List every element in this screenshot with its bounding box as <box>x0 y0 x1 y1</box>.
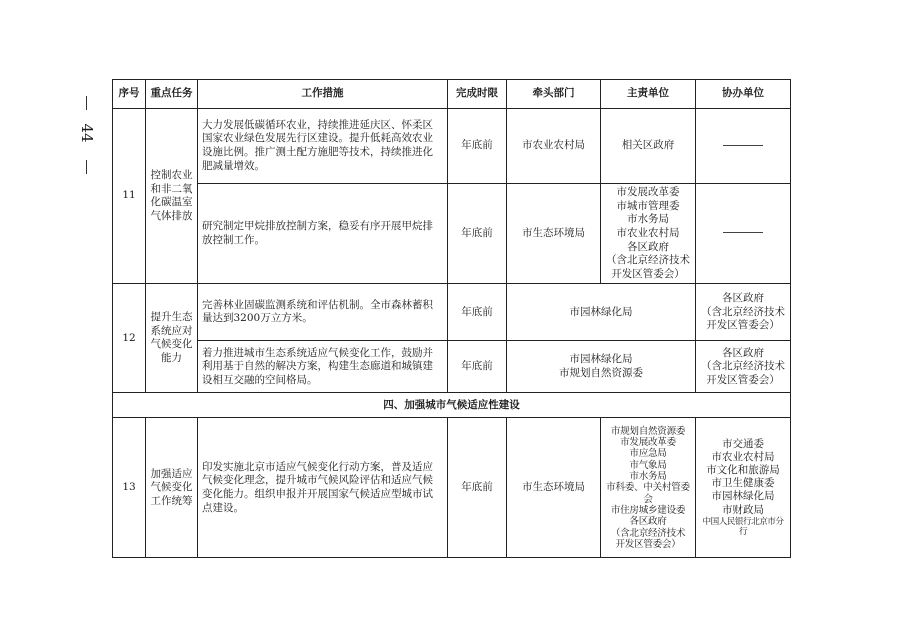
page-number-dash-top <box>86 96 87 110</box>
page-number: 44 <box>78 123 96 143</box>
assist-cell <box>696 184 791 284</box>
assist-line: （含北京经济技术 <box>701 360 785 373</box>
main-unit-line: 市水务局 <box>629 471 667 483</box>
deadline-cell: 年底前 <box>448 341 507 393</box>
measure-cell: 完善林业固碳监测系统和评估机制。全市森林蓄积量达到3200万立方米。 <box>198 284 448 341</box>
main-unit-line: 市科委、中关村管委会 <box>606 482 690 505</box>
header-main: 主责单位 <box>601 80 696 109</box>
assist-cell <box>696 284 791 341</box>
main-unit-line: 市应急局 <box>629 448 667 460</box>
task-cell: 加强适应气候变化工作统筹 <box>146 418 198 558</box>
measure-cell: 印发实施北京市适应气候变化行动方案，普及适应气候变化理念，提升城市气候风险评估和适应气候变化能力。组织申报并开展国家气候适应型城市试点建设。 <box>198 418 448 558</box>
table-row <box>113 184 791 284</box>
header-assist: 协办单位 <box>696 80 791 109</box>
main-unit-line: 市水务局 <box>627 213 669 226</box>
deadline-cell: 年底前 <box>448 184 507 284</box>
main-unit-line: 市农业农村局 <box>616 226 680 239</box>
header-lead: 牵头部门 <box>507 80 601 109</box>
header-task: 重点任务 <box>146 80 198 109</box>
measure-cell: 着力推进城市生态系统适应气候变化工作，鼓励并利用基于自然的解决方案，构建生态廊道和城镇建设相互交融的空间格局。 <box>198 341 448 393</box>
page-number-dash-bottom <box>86 160 87 174</box>
section-row <box>113 393 791 418</box>
lead-cell: 市生态环境局 <box>507 184 601 284</box>
row-number: 12 <box>113 284 146 393</box>
assist-line: 各区政府 <box>722 292 764 305</box>
main-unit-line: 市规划自然资源委 <box>610 425 686 437</box>
assist-cell <box>696 418 791 558</box>
assist-line: （含北京经济技术 <box>701 305 785 318</box>
deadline-cell: 年底前 <box>448 109 507 184</box>
assist-line: 市文化和旅游局 <box>706 464 780 477</box>
header-no: 序号 <box>113 80 146 109</box>
main-unit-line: （含北京经济技术 <box>606 254 690 267</box>
main-unit-line: 市城市管理委 <box>616 199 680 212</box>
deadline-cell: 年底前 <box>448 418 507 558</box>
assist-dash <box>723 145 763 146</box>
lead-main-cell: 市园林绿化局 <box>507 284 696 341</box>
main-unit-cell <box>601 184 696 284</box>
lead-cell: 市生态环境局 <box>507 418 601 558</box>
header-measure: 工作措施 <box>198 80 448 109</box>
assist-line: 市卫生健康委 <box>711 477 775 490</box>
assist-line: 市园林绿化局 <box>711 490 775 503</box>
main-unit-line: 市发展改革委 <box>620 437 676 449</box>
task-cell: 控制农业和非二氧化碳温室气体排放 <box>146 109 198 284</box>
lead-line: 市园林绿化局 <box>569 353 633 366</box>
main-unit-line: 市发展改革委 <box>616 186 680 198</box>
main-unit-line: 各区政府 <box>627 240 669 253</box>
main-unit-cell <box>601 418 696 558</box>
row-number: 13 <box>113 418 146 558</box>
assist-line: 市交通委 <box>722 437 764 450</box>
main-unit-line: 市住房城乡建设委 <box>610 504 686 516</box>
table-row <box>113 284 791 341</box>
assist-line: 开发区管委会） <box>706 373 780 386</box>
task-table <box>112 79 791 558</box>
main-unit-line: 开发区管委会） <box>615 538 681 550</box>
assist-line: 市财政局 <box>722 503 764 516</box>
header-row <box>113 80 791 109</box>
section-title: 四、加强城市气候适应性建设 <box>113 393 791 418</box>
lead-cell: 市农业农村局 <box>507 109 601 184</box>
main-unit-line: 开发区管委会） <box>611 267 685 280</box>
table-row <box>113 109 791 184</box>
table-row <box>113 341 791 393</box>
assist-cell <box>696 341 791 393</box>
deadline-cell: 年底前 <box>448 284 507 341</box>
main-unit-cell: 相关区政府 <box>601 109 696 184</box>
lead-main-cell <box>507 341 696 393</box>
assist-line: 市农业农村局 <box>711 451 775 463</box>
main-unit-line: （含北京经济技术 <box>610 527 686 539</box>
table-row <box>113 418 791 558</box>
main-unit-line: 市气象局 <box>629 459 667 471</box>
lead-line: 市规划自然资源委 <box>559 366 643 379</box>
page-number-margin <box>72 96 102 176</box>
assist-line: 中国人民银行北京市分行 <box>702 516 784 538</box>
assist-line: 各区政府 <box>722 346 764 359</box>
header-deadline: 完成时限 <box>448 80 507 109</box>
measure-cell: 大力发展低碳循环农业，持续推进延庆区、怀柔区国家农业绿色发展先行区建设。提升低耗高效农业设施比例。推广测土配方施肥等技术，持续推进化肥减量增效。 <box>198 109 448 184</box>
task-cell: 提升生态系统应对气候变化能力 <box>146 284 198 393</box>
row-number: 11 <box>113 109 146 284</box>
assist-cell <box>696 109 791 184</box>
assist-dash <box>723 232 763 233</box>
measure-cell: 研究制定甲烷排放控制方案，稳妥有序开展甲烷排放控制工作。 <box>198 184 448 284</box>
assist-line: 开发区管委会） <box>706 319 780 332</box>
main-unit-line: 各区政府 <box>629 516 667 528</box>
